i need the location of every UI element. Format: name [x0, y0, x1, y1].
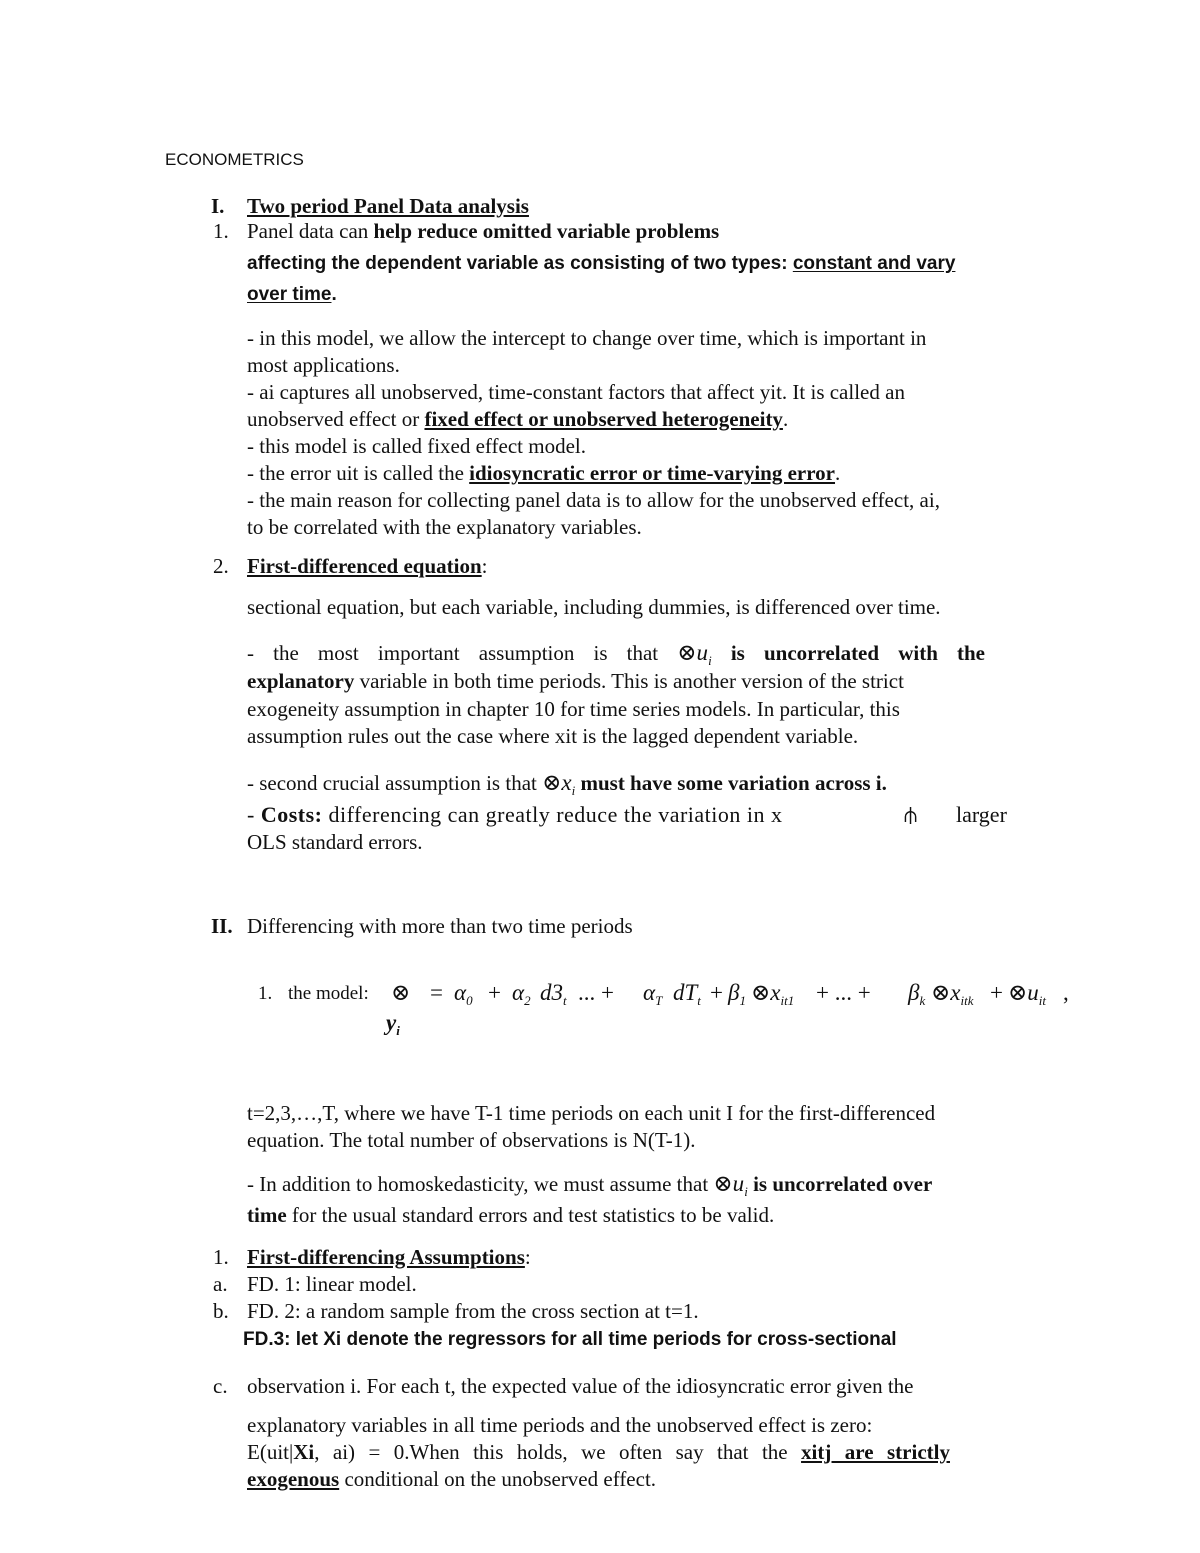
- bullet-2-emphasis: fixed effect or unobserved heterogeneity: [424, 407, 783, 431]
- alpha-t-sym: α: [643, 980, 656, 1005]
- item-2-paragraph-1: sectional equation, but each variable, including dummies, is differenced over time.: [247, 595, 941, 619]
- item-1-period: .: [331, 284, 337, 305]
- costs-label: Costs:: [260, 802, 323, 827]
- c3-text: E(uit|: [247, 1440, 294, 1464]
- dt-term: [673, 980, 701, 1009]
- delta-x-k: [931, 980, 973, 1009]
- bullet-4-period: .: [835, 461, 841, 485]
- assumption-b-marker: b.: [213, 1299, 229, 1323]
- assumption-c-marker: c.: [213, 1374, 228, 1398]
- bullet-2-period: .: [782, 407, 789, 431]
- delta-x-k-sym: ⊗x: [931, 980, 961, 1005]
- bullet-1-line-2: most applications.: [247, 353, 400, 377]
- alpha-t: [643, 980, 662, 1009]
- equation-comma: ,: [1063, 980, 1069, 1005]
- item-1-bold-text: help reduce omitted variable problems: [373, 219, 720, 243]
- delta-symbol: ⊗: [391, 980, 411, 1005]
- section-2-paragraph-2-line-1: [247, 1170, 932, 1205]
- item-2-paragraph-2-line-3: exogeneity assumption in chapter 10 for time series models. In particular, this: [247, 697, 900, 721]
- item-1-line-1: [247, 218, 719, 245]
- delta-x-1-sym: ⊗x: [751, 980, 781, 1005]
- p3-costs-text: differencing can greatly reduce the variation in x: [322, 802, 783, 827]
- d3-sym: d3: [540, 980, 563, 1005]
- delta-u-subscript: i: [708, 653, 712, 668]
- section-2-paragraph-2-line-2: [247, 1202, 774, 1229]
- delta-u-symbol: ⊗u: [677, 640, 709, 665]
- equals-sign: =: [430, 980, 443, 1005]
- beta-1-sym: β: [728, 980, 740, 1005]
- item-1-marker: 1.: [213, 219, 229, 243]
- bullet-4: [247, 460, 840, 487]
- delta-x-k-sub: itk: [960, 993, 974, 1008]
- item-2-paragraph-2-line-2: [247, 668, 904, 695]
- assumption-a: FD. 1: linear model.: [247, 1272, 417, 1296]
- plus-4: +: [990, 980, 1003, 1005]
- bullet-3: - this model is called fixed effect model.: [247, 434, 587, 458]
- p3-bold-text: must have some variation across i.: [575, 771, 887, 795]
- dt-sym: dT: [673, 980, 698, 1005]
- d3-term: [540, 980, 567, 1009]
- bullet-2-line-2: [247, 406, 788, 433]
- xi-bold: Xi: [293, 1440, 315, 1464]
- item-1-line-2-text: affecting the dependent variable as consisting of two types:: [247, 253, 793, 274]
- strictly-emphasis: xitj are strictly: [801, 1440, 950, 1464]
- beta-1-sub: 1: [739, 993, 746, 1008]
- s2p2-bold-text: is uncorrelated over: [747, 1172, 933, 1196]
- bullet-5-line-2: to be correlated with the explanatory variables.: [247, 515, 642, 539]
- item-1-text: Panel data can: [247, 219, 374, 243]
- s2p2-text: - In addition to homoskedasticity, we must assume that: [247, 1172, 714, 1196]
- s2p2-line-2-text: for the usual standard errors and test statistics to be valid.: [286, 1203, 775, 1227]
- section-2-paragraph-1-line-1: t=2,3,…,T, where we have T-1 time periods on each unit I for the first-differenced: [247, 1101, 936, 1125]
- alpha-2-sym: α: [512, 980, 525, 1005]
- delta-x-1-sub: it1: [780, 993, 795, 1008]
- dots-1: ... +: [578, 980, 614, 1005]
- plus-2: +: [710, 980, 723, 1005]
- delta-x-symbol: ⊗x: [542, 770, 572, 795]
- alpha-2-sub: 2: [524, 993, 531, 1008]
- beta-k-sub: k: [919, 993, 926, 1008]
- section-1-title: Two period Panel Data analysis: [247, 194, 529, 218]
- item-1-emphasis: constant and vary: [792, 253, 956, 274]
- item-2-colon: :: [481, 554, 488, 578]
- bullet-2-line-1: - ai captures all unobserved, time-constant factors that affect yit. It is called an: [247, 380, 905, 404]
- beta-k: [908, 980, 925, 1009]
- y-subscript: i: [396, 1023, 400, 1038]
- item-1-line-2: [247, 250, 955, 277]
- item-2-paragraph-3-line-2: [247, 801, 783, 828]
- section-2-marker: II.: [211, 914, 233, 938]
- assumption-c-line-4: [247, 1466, 656, 1493]
- bullet-1-line-1: - in this model, we allow the intercept to change over time, which is important in: [247, 326, 927, 350]
- assumption-c-line-3: [247, 1439, 950, 1466]
- document-title: ECONOMETRICS: [165, 150, 304, 169]
- y-variable: [386, 1010, 400, 1039]
- implies-icon: ⫛: [904, 802, 918, 827]
- bullet-4-emphasis: idiosyncratic error or time-varying error: [469, 461, 836, 485]
- d3-sub: t: [563, 993, 567, 1008]
- equation-marker: 1.: [258, 983, 273, 1004]
- c3-mid-text: , ai) = 0.When this holds, we often say that the: [314, 1440, 802, 1464]
- item-2-marker: 2.: [213, 554, 229, 578]
- alpha-0-sym: α: [454, 980, 467, 1005]
- item-2-title-text: First-differenced equation: [247, 554, 482, 578]
- s2p2-bold-word: time: [247, 1203, 287, 1227]
- alpha-2: [512, 980, 531, 1009]
- assumptions-title-text: First-differencing Assumptions: [247, 1245, 525, 1269]
- delta-u: [1008, 980, 1046, 1009]
- p2-text: - the most important assumption is that: [247, 641, 678, 665]
- plus-1: +: [488, 980, 501, 1005]
- bullet-4-text: - the error uit is called the: [247, 461, 470, 485]
- y-var: y: [386, 1010, 397, 1035]
- p2-bold-text: is uncorrelated with the: [711, 641, 986, 665]
- assumptions-colon: :: [524, 1245, 531, 1269]
- p3-text: - second crucial assumption is that: [247, 771, 543, 795]
- item-2-paragraph-3-larger: larger: [956, 802, 1007, 827]
- assumption-c-line-2: explanatory variables in all time periods and the unobserved effect is zero:: [247, 1413, 873, 1437]
- alpha-0: [454, 980, 473, 1009]
- exogenous-emphasis: exogenous: [247, 1467, 340, 1491]
- delta-u-sym: ⊗u: [1008, 980, 1039, 1005]
- assumption-c-line-1: observation i. For each t, the expected value of the idiosyncratic error given the: [247, 1374, 914, 1398]
- s2-delta-u-subscript: i: [744, 1184, 748, 1199]
- section-2-paragraph-1-line-2: equation. The total number of observations is N(T-1).: [247, 1128, 696, 1152]
- section-2-title: Differencing with more than two time periods: [247, 914, 633, 938]
- s2-delta-u-symbol: ⊗u: [713, 1171, 745, 1196]
- item-1-emphasis-2: over time: [247, 284, 332, 305]
- item-2-paragraph-3-line-3: OLS standard errors.: [247, 830, 423, 854]
- alpha-t-sub: T: [655, 993, 663, 1008]
- p2-bold-word: explanatory: [247, 669, 355, 693]
- delta-u-sub: it: [1038, 993, 1047, 1008]
- equation-label: the model:: [288, 983, 369, 1004]
- beta-1: [728, 980, 746, 1009]
- bullet-2-text: unobserved effect or: [247, 407, 425, 431]
- p2-line-2-text: variable in both time periods. This is another version of the strict: [354, 669, 904, 693]
- assumption-a-marker: a.: [213, 1272, 228, 1296]
- assumption-b: FD. 2: a random sample from the cross section at t=1.: [247, 1299, 699, 1323]
- dt-sub: t: [697, 993, 701, 1008]
- item-1-line-3: [247, 281, 337, 308]
- item-2-paragraph-3-line-1: [247, 769, 887, 804]
- c4-text: conditional on the unobserved effect.: [339, 1467, 657, 1491]
- plus-dots: + ... +: [816, 980, 871, 1005]
- beta-k-sym: β: [908, 980, 920, 1005]
- assumptions-marker: 1.: [213, 1245, 229, 1269]
- assumptions-title: [247, 1244, 531, 1271]
- item-2-paragraph-2-line-4: assumption rules out the case where xit is the lagged dependent variable.: [247, 724, 859, 748]
- assumption-fd3: FD.3: let Xi denote the regressors for all time periods for cross-sectional: [243, 1329, 897, 1350]
- delta-x-1: [751, 980, 794, 1009]
- delta-x-subscript: i: [571, 783, 576, 798]
- item-2-title: [247, 553, 488, 580]
- alpha-0-sub: 0: [466, 993, 473, 1008]
- bullet-5-line-1: - the main reason for collecting panel data is to allow for the unobserved effect, ai,: [247, 488, 940, 512]
- p3-dash: -: [247, 802, 261, 827]
- section-1-marker: I.: [211, 194, 225, 218]
